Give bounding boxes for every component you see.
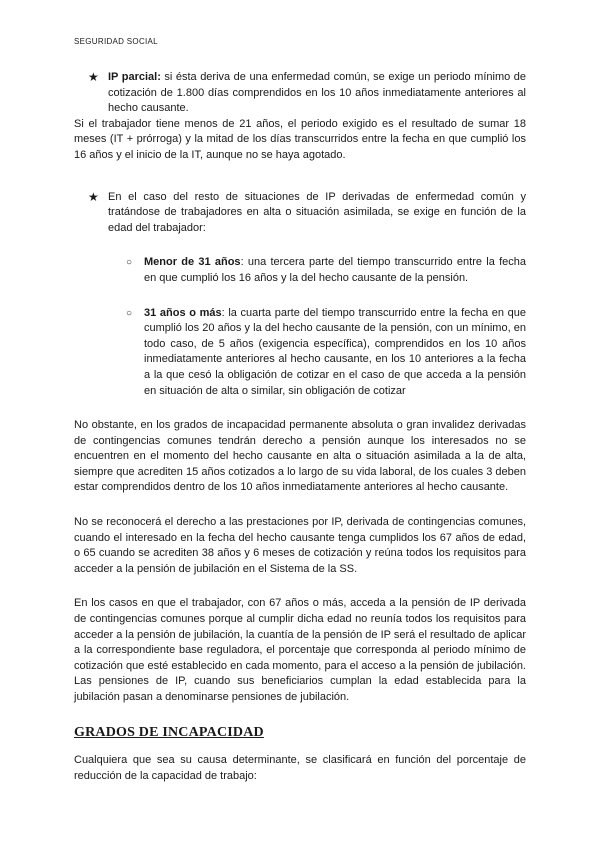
sub-bullet-menor-31	[74, 255, 526, 286]
star-bullet-icon: ★	[88, 189, 99, 204]
paragraph-menos-21: Si el trabajador tiene menos de 21 años, el periodo exigido es el resultado de sumar 18 meses (IT + prórroga) y la mitad de los días transcurridos entre la fecha en que cumplió los 16 años y el inicio de la IT, aunque no se haya agotado.	[74, 117, 526, 161]
circle-bullet-icon: ○	[126, 257, 133, 269]
page-header: SEGURIDAD SOCIAL	[74, 37, 158, 46]
circle-bullet-icon: ○	[126, 307, 133, 319]
bullet-ip-parcial-text: si ésta deriva de una enfermedad común, se exige un periodo mínimo de cotización de 1.800 días comprendidos en los 10 años inmediatamente anteriores al hecho causante.	[108, 71, 526, 115]
sub-bullet-menor-31-heading: Menor de 31 años	[144, 256, 241, 269]
paragraph-casos-67: En los casos en que el trabajador, con 67 años o más, acceda a la pensión de IP derivada de contingencias comunes porque al cumplir dicha edad no reunía todos los requisitos para acceder a la pensión de jubilación, la cuantía de la pensión de IP será el resultado de aplicar a la correspondiente base reguladora, el porcentaje que corresponda al periodo mínimo de cotización que esté establecido en cada momento, para el acceso a la pensión de jubilación. Las pensiones de IP, cuando sus beneficiarios cumplan la edad establecida para la jubilación pasan a denominarse pensiones de jubilación.	[74, 597, 526, 703]
paragraph-no-obstante: No obstante, en los grados de incapacidad permanente absoluta o gran invalidez derivadas de contingencias comunes tendrán derecho a pensión aunque los interesados no se encuentren en el momento del hecho causante en alta o situación asimilada a la de alta, siempre que acrediten 15 años cotizados a lo largo de su vida laboral, de los cuales 3 deben estar comprendidos dentro de los 10 años inmediatamente anteriores al hecho causante.	[74, 419, 526, 494]
document-body	[74, 70, 526, 784]
sub-bullet-31-o-mas-text: : la cuarta parte del tiempo transcurrido entre la fecha en que cumplió los 20 años y la del hecho causante de la pensión, con un mínimo, en todo caso, de 5 años (exigencia específica), comprendidos en los 10 años inmediatamente anteriores al hecho causante, en los 10 anteriores a la fecha a la que cesó la obligación de cotizar en el caso de que acceda a la pensión en situación de alta o similar, sin obligación de cotizar	[144, 306, 526, 397]
bullet-ip-parcial	[74, 70, 526, 117]
section-title-grados: GRADOS DE INCAPACIDAD	[74, 724, 264, 740]
sub-bullet-menor-31-text: : una tercera parte del tiempo transcurrido entre la fecha en que cumplió los 16 años y la del hecho causante de la pensión.	[144, 256, 526, 284]
sub-bullet-31-o-mas	[74, 306, 526, 400]
paragraph-cualquiera: Cualquiera que sea su causa determinante, se clasificará en función del porcentaje de reducción de la capacidad de trabajo:	[74, 754, 526, 782]
bullet-resto-situaciones	[74, 190, 526, 237]
star-bullet-icon: ★	[88, 70, 99, 84]
sub-bullet-31-o-mas-heading: 31 años o más	[144, 306, 222, 319]
paragraph-no-reconocera: No se reconocerá el derecho a las prestaciones por IP, derivada de contingencias comunes, cuando el interesado en la fecha del hecho causante tenga cumplidos los 67 años de edad, o 65 cuando se acrediten 38 años y 6 meses de cotización y reúna todos los requisitos para acceder a la pensión de jubilación en el Sistema de la SS.	[74, 516, 526, 575]
bullet-resto-text: En el caso del resto de situaciones de IP derivadas de enfermedad común y tratándose de trabajadores en alta o situación asimilada, se exige en función de la edad del trabajador:	[108, 190, 526, 234]
bullet-ip-parcial-heading: IP parcial:	[108, 71, 161, 83]
